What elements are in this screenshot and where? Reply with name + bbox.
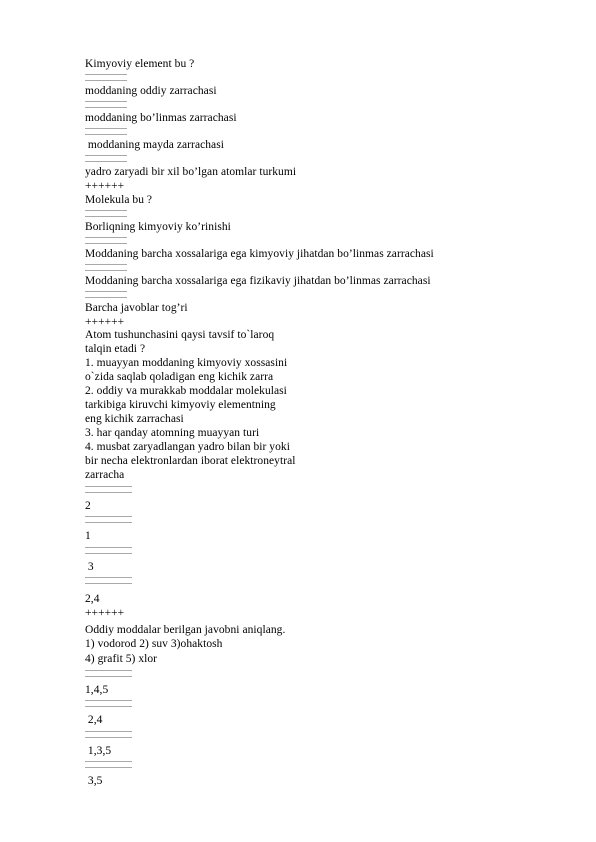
question-4-line: Oddiy moddalar berilgan javobni aniqlang.: [85, 624, 286, 636]
separator: [85, 101, 127, 108]
separator: [85, 577, 132, 584]
separator: [85, 291, 127, 298]
q3-option-2: 1: [85, 530, 91, 542]
separator: [85, 486, 132, 493]
separator: [85, 128, 127, 135]
question-3-line: 2. oddiy va murakkab moddalar molekulasi: [85, 385, 287, 397]
question-3-line: zarracha: [85, 469, 125, 481]
q4-option-3: 1,3,5: [85, 745, 112, 757]
q2-option-2: Moddaning barcha xossalariga ega kimyoviy jihatdan bo’linmas zarrachasi: [85, 248, 434, 260]
q1-option-3: moddaning mayda zarrachasi: [85, 139, 224, 151]
question-3-line: Atom tushunchasini qaysi tavsif to`laroq: [85, 329, 275, 341]
question-1: Kimyoviy element bu ?: [85, 58, 195, 70]
q2-option-3: Moddaning barcha xossalariga ega fizikaviy jihatdan bo’linmas zarrachasi: [85, 275, 431, 287]
separator: [85, 731, 132, 738]
separator: [85, 264, 127, 271]
q2-option-4: Barcha javoblar tog’ri: [85, 302, 188, 314]
question-4-line: 1) vodorod 2) suv 3)ohaktosh: [85, 638, 223, 650]
q1-option-1: moddaning oddiy zarrachasi: [85, 85, 217, 97]
separator: [85, 547, 132, 554]
q4-option-4: 3,5: [85, 775, 103, 787]
separator: [85, 516, 132, 523]
question-3-line: o`zida saqlab qoladigan eng kichik zarra: [85, 371, 274, 383]
separator: [85, 237, 127, 244]
q4-option-2: 2,4: [85, 714, 103, 726]
question-end-marker: ++++++: [85, 180, 125, 192]
question-4-line: 4) grafit 5) xlor: [85, 653, 158, 665]
question-3-line: eng kichik zarrachasi: [85, 413, 184, 425]
question-3-line: talqin etadi ?: [85, 343, 146, 355]
question-3-line: bir necha elektronlardan iborat elektroneytral: [85, 455, 296, 467]
separator: [85, 700, 132, 707]
q3-option-4: 2,4: [85, 593, 100, 605]
question-2: Molekula bu ?: [85, 194, 153, 206]
question-end-marker: ++++++: [85, 607, 125, 619]
question-3-line: tarkibiga kiruvchi kimyoviy elementning: [85, 399, 276, 411]
separator: [85, 74, 127, 81]
q3-option-3: 3: [85, 561, 94, 573]
separator: [85, 155, 127, 162]
separator: [85, 670, 132, 677]
q4-option-1: 1,4,5: [85, 684, 109, 696]
separator: [85, 761, 132, 768]
question-end-marker: ++++++: [85, 316, 125, 328]
q2-option-1: Borliqning kimyoviy ko’rinishi: [85, 221, 231, 233]
question-3-line: 3. har qanday atomning muayyan turi: [85, 427, 260, 439]
q1-option-4: yadro zaryadi bir xil bo’lgan atomlar turkumi: [85, 166, 297, 178]
q1-option-2: moddaning bo’linmas zarrachasi: [85, 112, 237, 124]
question-3-line: 4. musbat zaryadlangan yadro bilan bir yoki: [85, 441, 290, 453]
q3-option-1: 2: [85, 500, 91, 512]
question-3-line: 1. muayyan moddaning kimyoviy xossasini: [85, 357, 288, 369]
separator: [85, 210, 127, 217]
